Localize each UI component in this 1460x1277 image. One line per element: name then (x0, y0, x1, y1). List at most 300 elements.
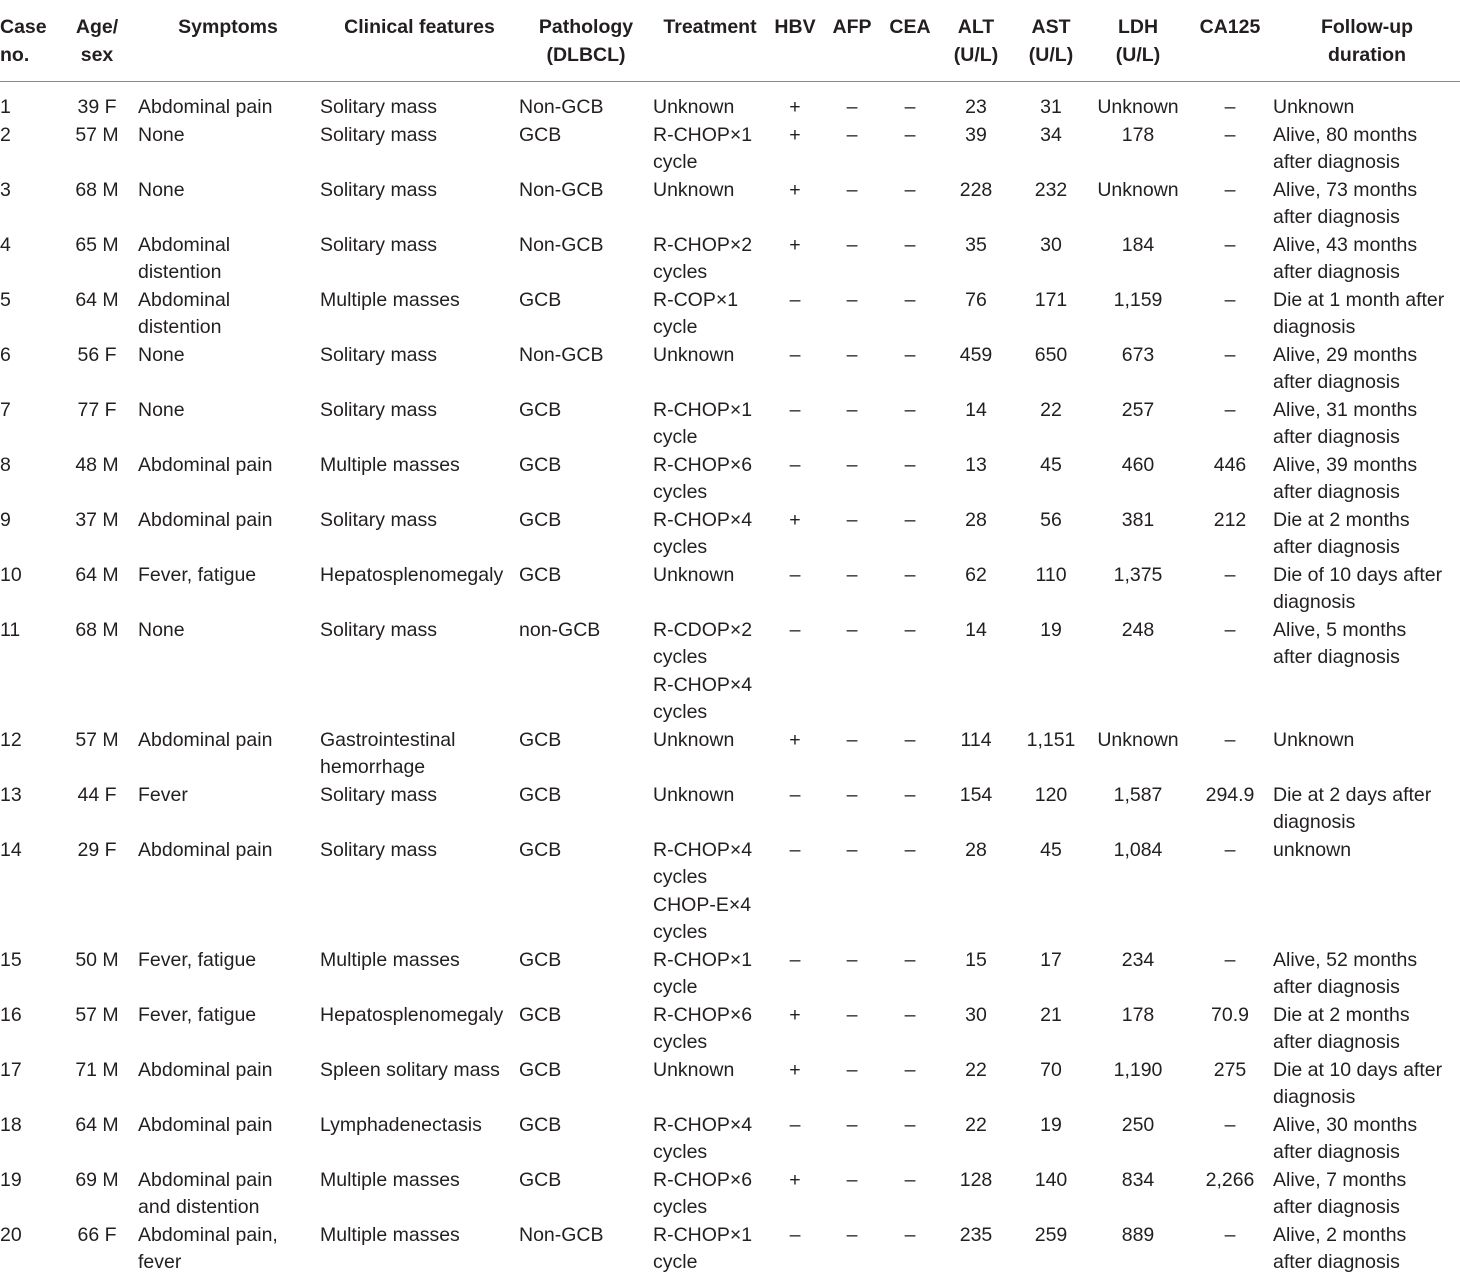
cell-cea: – (904, 838, 916, 861)
cell-case-no: 4 (0, 233, 11, 256)
cell-cea: – (904, 96, 916, 118)
cell-ldh: 460 (1121, 453, 1155, 476)
cell-cea: – (904, 343, 916, 366)
cell-case-no: 18 (0, 1113, 22, 1136)
cell-ca125: – (1224, 618, 1236, 641)
cell-ast: 17 (1040, 948, 1062, 971)
cell-clinical-features: Solitary mass (320, 838, 438, 861)
cell-afp: – (846, 1003, 858, 1026)
table-row (0, 1112, 1460, 1167)
cell-treatment: R-CHOP×6 cycles (653, 1168, 753, 1218)
cell-age-sex: 77 F (77, 398, 117, 421)
cell-clinical-features: Solitary mass (320, 398, 438, 421)
cell-age-sex: 56 F (77, 343, 117, 366)
cell-hbv: – (789, 1113, 801, 1136)
cell-ca125: – (1224, 1113, 1236, 1136)
cell-ast: 19 (1040, 618, 1062, 641)
cell-afp: – (846, 96, 858, 118)
cell-cea: – (904, 178, 916, 201)
cell-age-sex: 68 M (75, 618, 119, 641)
cell-treatment: Unknown (653, 783, 735, 806)
cell-ldh: 381 (1121, 508, 1155, 531)
cell-age-sex: 50 M (75, 948, 119, 971)
cell-follow-up: Alive, 80 months after diagnosis (1273, 123, 1418, 173)
cell-pathology: GCB (519, 123, 562, 146)
cell-afp: – (846, 618, 858, 641)
cell-pathology: GCB (519, 453, 562, 476)
cell-hbv: – (789, 453, 801, 476)
cell-afp: – (846, 728, 858, 751)
cell-age-sex: 64 M (75, 1113, 119, 1136)
cell-cea: – (904, 288, 916, 311)
cell-treatment: Unknown (653, 343, 735, 366)
cell-ast: 120 (1034, 783, 1068, 806)
header-row (0, 0, 1460, 82)
cell-alt: 15 (965, 948, 987, 971)
cell-afp: – (846, 343, 858, 366)
column-header-alt: ALT (U/L) (939, 0, 1013, 82)
cell-afp: – (846, 453, 858, 476)
column-header-clinical-features: Clinical features (320, 0, 519, 82)
cell-ast: 22 (1040, 398, 1062, 421)
cell-ca125: – (1224, 398, 1236, 421)
cell-ast: 45 (1040, 838, 1062, 861)
cell-case-no: 2 (0, 123, 11, 146)
cell-cea: – (904, 618, 916, 641)
cell-cea: – (904, 1003, 916, 1026)
cell-treatment: R-COP×1 cycle (653, 288, 739, 338)
cell-case-no: 20 (0, 1223, 22, 1246)
cell-clinical-features: Spleen solitary mass (320, 1058, 500, 1081)
cell-case-no: 11 (0, 618, 21, 641)
cell-ca125: – (1224, 1223, 1236, 1246)
cell-ldh: Unknown (1097, 728, 1179, 751)
cell-clinical-features: Gastrointestinal hemorrhage (320, 728, 456, 778)
cell-ldh: 184 (1121, 233, 1155, 256)
cell-afp: – (846, 233, 858, 256)
cell-ast: 232 (1034, 178, 1068, 201)
cell-cea: – (904, 563, 916, 586)
table-row (0, 837, 1460, 947)
cell-symptoms: None (138, 343, 185, 366)
cell-symptoms: Fever (138, 783, 188, 806)
cell-cea: – (904, 1168, 916, 1191)
table-row (0, 287, 1460, 342)
cell-ldh: Unknown (1097, 96, 1179, 118)
cell-treatment: Unknown (653, 96, 735, 118)
table-row (0, 232, 1460, 287)
cell-case-no: 7 (0, 398, 11, 421)
cell-follow-up: Unknown (1273, 96, 1355, 118)
cell-treatment: R-CDOP×2 cycles R-CHOP×4 cycles (653, 618, 753, 723)
table-row (0, 397, 1460, 452)
cell-clinical-features: Multiple masses (320, 1168, 460, 1191)
cell-alt: 39 (965, 123, 987, 146)
cell-pathology: Non-GCB (519, 96, 604, 118)
cell-hbv: – (789, 618, 801, 641)
cell-symptoms: Fever, fatigue (138, 948, 257, 971)
cell-treatment: R-CHOP×2 cycles (653, 233, 753, 283)
cell-age-sex: 71 M (75, 1058, 119, 1081)
cell-follow-up: Alive, 43 months after diagnosis (1273, 233, 1418, 283)
table-row (0, 617, 1460, 727)
table-row (0, 452, 1460, 507)
cell-age-sex: 29 F (77, 838, 117, 861)
table-row (0, 562, 1460, 617)
cell-ca125: – (1224, 123, 1236, 146)
cell-cea: – (904, 1058, 916, 1081)
cell-pathology: GCB (519, 398, 562, 421)
cell-symptoms: Abdominal distention (138, 233, 231, 283)
cell-age-sex: 57 M (75, 123, 119, 146)
cell-hbv: + (789, 1168, 801, 1191)
cell-treatment: Unknown (653, 563, 735, 586)
cell-afp: – (846, 178, 858, 201)
cell-alt: 154 (959, 783, 993, 806)
table-body (0, 82, 1460, 1277)
cell-ca125: – (1224, 563, 1236, 586)
cell-hbv: – (789, 288, 801, 311)
cell-pathology: GCB (519, 1058, 562, 1081)
cell-symptoms: Abdominal pain (138, 838, 273, 861)
table-row (0, 1057, 1460, 1112)
cell-treatment: R-CHOP×4 cycles (653, 508, 753, 558)
cell-ldh: 834 (1121, 1168, 1155, 1191)
cell-alt: 23 (965, 96, 987, 118)
cell-pathology: Non-GCB (519, 1223, 604, 1246)
cell-clinical-features: Solitary mass (320, 178, 438, 201)
cell-pathology: Non-GCB (519, 233, 604, 256)
cell-symptoms: Abdominal pain (138, 508, 273, 531)
cell-pathology: GCB (519, 948, 562, 971)
cell-ast: 259 (1034, 1223, 1068, 1246)
cell-afp: – (846, 838, 858, 861)
cell-cea: – (904, 728, 916, 751)
cell-treatment: R-CHOP×6 cycles (653, 1003, 753, 1053)
cell-alt: 114 (960, 728, 992, 751)
table-row (0, 947, 1460, 1002)
column-header-hbv: HBV (767, 0, 823, 82)
cell-age-sex: 68 M (75, 178, 119, 201)
cell-age-sex: 57 M (75, 1003, 119, 1026)
cell-ast: 19 (1040, 1113, 1062, 1136)
cell-treatment: R-CHOP×1 cycle (653, 398, 753, 448)
cell-ldh: 178 (1121, 123, 1155, 146)
cell-pathology: GCB (519, 508, 562, 531)
cell-ast: 1,151 (1026, 728, 1076, 751)
cell-ca125: – (1224, 178, 1236, 201)
cell-afp: – (846, 1058, 858, 1081)
cell-hbv: + (789, 123, 801, 146)
cell-pathology: GCB (519, 1113, 562, 1136)
cell-age-sex: 44 F (77, 783, 117, 806)
cell-clinical-features: Solitary mass (320, 96, 438, 118)
column-header-follow-up: Follow-up duration (1273, 0, 1460, 82)
cell-cea: – (904, 453, 916, 476)
cell-clinical-features: Multiple masses (320, 288, 460, 311)
cell-clinical-features: Lymphadenectasis (320, 1113, 482, 1136)
cell-hbv: – (789, 948, 801, 971)
cell-clinical-features: Solitary mass (320, 783, 438, 806)
column-header-case-no: Case no. (0, 0, 58, 82)
cell-ldh: 257 (1121, 398, 1155, 421)
cell-ca125: 294.9 (1205, 783, 1255, 806)
cell-alt: 22 (965, 1058, 987, 1081)
cell-clinical-features: Hepatosplenomegaly (320, 1003, 504, 1026)
cell-ca125: – (1224, 838, 1236, 861)
cell-age-sex: 64 M (75, 288, 119, 311)
cell-afp: – (846, 288, 858, 311)
cell-age-sex: 64 M (75, 563, 119, 586)
cell-clinical-features: Multiple masses (320, 453, 460, 476)
cell-clinical-features: Solitary mass (320, 233, 438, 256)
cell-hbv: + (789, 508, 801, 531)
cell-follow-up: Die at 2 days after diagnosis (1273, 783, 1432, 833)
cell-symptoms: Abdominal pain, fever (138, 1223, 278, 1273)
cell-age-sex: 69 M (75, 1168, 119, 1191)
cell-hbv: – (789, 343, 801, 366)
cell-alt: 228 (959, 178, 993, 201)
column-header-ca125: CA125 (1187, 0, 1273, 82)
cell-ldh: 673 (1121, 343, 1155, 366)
cell-follow-up: Die at 10 days after diagnosis (1273, 1058, 1443, 1108)
cell-clinical-features: Solitary mass (320, 123, 438, 146)
table-row (0, 1002, 1460, 1057)
cell-symptoms: Fever, fatigue (138, 563, 257, 586)
cell-ca125: 275 (1213, 1058, 1247, 1081)
cell-follow-up: unknown (1273, 838, 1352, 861)
cell-symptoms: Abdominal pain (138, 1113, 273, 1136)
cell-treatment: R-CHOP×1 cycle (653, 1223, 753, 1273)
cell-symptoms: None (138, 618, 185, 641)
cell-clinical-features: Multiple masses (320, 1223, 460, 1246)
table-row (0, 782, 1460, 837)
cell-alt: 76 (965, 288, 987, 311)
cell-hbv: – (789, 563, 801, 586)
cell-ast: 140 (1034, 1168, 1068, 1191)
cell-ca125: – (1224, 343, 1236, 366)
cell-age-sex: 39 F (77, 96, 117, 118)
cell-hbv: + (789, 178, 801, 201)
cell-symptoms: Abdominal pain and distention (138, 1168, 273, 1218)
cell-follow-up: Die at 1 month after diagnosis (1273, 288, 1445, 338)
cell-symptoms: Abdominal distention (138, 288, 231, 338)
cell-follow-up: Unknown (1273, 728, 1355, 751)
cell-cea: – (904, 948, 916, 971)
cell-case-no: 9 (0, 508, 11, 531)
cell-ast: 21 (1040, 1003, 1062, 1026)
cell-ast: 31 (1040, 96, 1062, 118)
cell-hbv: – (789, 1223, 801, 1246)
cell-symptoms: Abdominal pain (138, 728, 273, 751)
cell-follow-up: Alive, 29 months after diagnosis (1273, 343, 1418, 393)
cell-ast: 171 (1034, 288, 1068, 311)
cell-afp: – (846, 123, 858, 146)
cell-afp: – (846, 508, 858, 531)
cell-ldh: 250 (1121, 1113, 1155, 1136)
cell-case-no: 13 (0, 783, 22, 806)
cell-case-no: 19 (0, 1168, 22, 1191)
cell-pathology: GCB (519, 1168, 562, 1191)
cell-follow-up: Alive, 5 months after diagnosis (1273, 618, 1407, 668)
table-row (0, 122, 1460, 177)
cell-clinical-features: Solitary mass (320, 343, 438, 366)
cell-treatment: R-CHOP×4 cycles (653, 1113, 753, 1163)
cell-case-no: 15 (0, 948, 22, 971)
cell-ca125: – (1224, 948, 1236, 971)
cell-ca125: – (1224, 728, 1236, 751)
column-header-ldh: LDH (U/L) (1089, 0, 1187, 82)
cell-alt: 30 (965, 1003, 987, 1026)
column-header-treatment: Treatment (653, 0, 767, 82)
cell-treatment: Unknown (653, 178, 735, 201)
cell-afp: – (846, 563, 858, 586)
cell-symptoms: Fever, fatigue (138, 1003, 257, 1026)
cell-clinical-features: Solitary mass (320, 508, 438, 531)
cell-hbv: + (789, 1003, 801, 1026)
cell-clinical-features: Solitary mass (320, 618, 438, 641)
cell-cea: – (904, 233, 916, 256)
cell-afp: – (846, 948, 858, 971)
cell-symptoms: Abdominal pain (138, 1058, 273, 1081)
cell-hbv: + (789, 728, 801, 751)
cell-pathology: GCB (519, 728, 562, 751)
cell-case-no: 1 (0, 96, 11, 118)
cell-ast: 650 (1034, 343, 1068, 366)
column-header-pathology: Pathology (DLBCL) (519, 0, 653, 82)
cell-alt: 14 (965, 398, 987, 421)
cell-case-no: 8 (0, 453, 11, 476)
cell-treatment: R-CHOP×1 cycle (653, 123, 753, 173)
cell-ldh: 1,587 (1113, 783, 1163, 806)
cell-pathology: GCB (519, 1003, 562, 1026)
cell-treatment: Unknown (653, 1058, 735, 1081)
cell-ldh: 248 (1121, 618, 1155, 641)
cell-ast: 30 (1040, 233, 1062, 256)
cell-follow-up: Alive, 39 months after diagnosis (1273, 453, 1418, 503)
column-header-symptoms: Symptoms (136, 0, 320, 82)
column-header-ast: AST (U/L) (1013, 0, 1089, 82)
cell-hbv: – (789, 398, 801, 421)
cell-alt: 28 (965, 508, 987, 531)
table-row (0, 177, 1460, 232)
cell-case-no: 17 (0, 1058, 22, 1081)
cell-ldh: 1,190 (1113, 1058, 1163, 1081)
cell-pathology: GCB (519, 783, 562, 806)
cell-ca125: – (1224, 233, 1236, 256)
cell-alt: 128 (959, 1168, 993, 1191)
cell-ast: 34 (1040, 123, 1062, 146)
cell-alt: 28 (965, 838, 987, 861)
cell-ca125: 212 (1213, 508, 1247, 531)
cell-follow-up: Alive, 31 months after diagnosis (1273, 398, 1418, 448)
cell-age-sex: 65 M (75, 233, 119, 256)
cell-pathology: Non-GCB (519, 178, 604, 201)
cell-case-no: 16 (0, 1003, 22, 1026)
cell-case-no: 10 (0, 563, 22, 586)
cell-afp: – (846, 1168, 858, 1191)
cell-ldh: 234 (1121, 948, 1155, 971)
cell-hbv: + (789, 1058, 801, 1081)
cell-cea: – (904, 1223, 916, 1246)
cell-age-sex: 57 M (75, 728, 119, 751)
cell-age-sex: 66 F (77, 1223, 117, 1246)
cell-cea: – (904, 1113, 916, 1136)
cell-ldh: 889 (1121, 1223, 1155, 1246)
cell-treatment: R-CHOP×4 cycles CHOP-E×4 cycles (653, 838, 753, 943)
cell-ldh: Unknown (1097, 178, 1179, 201)
cell-treatment: Unknown (653, 728, 735, 751)
cell-symptoms: None (138, 178, 185, 201)
cell-afp: – (846, 1113, 858, 1136)
cell-ldh: 178 (1121, 1003, 1155, 1026)
cell-symptoms: None (138, 123, 185, 146)
cell-cea: – (904, 123, 916, 146)
cell-hbv: + (789, 233, 801, 256)
table-row (0, 1167, 1460, 1222)
cell-hbv: – (789, 783, 801, 806)
cell-follow-up: Alive, 7 months after diagnosis (1273, 1168, 1407, 1218)
cell-alt: 14 (965, 618, 987, 641)
table-row (0, 507, 1460, 562)
cell-pathology: GCB (519, 288, 562, 311)
cell-follow-up: Alive, 30 months after diagnosis (1273, 1113, 1418, 1163)
cell-ast: 56 (1040, 508, 1062, 531)
cell-ast: 70 (1040, 1058, 1062, 1081)
cell-pathology: non-GCB (519, 618, 601, 641)
cell-follow-up: Die of 10 days after diagnosis (1273, 563, 1443, 613)
cell-cea: – (904, 398, 916, 421)
cell-age-sex: 37 M (75, 508, 119, 531)
table-row (0, 82, 1460, 122)
cell-afp: – (846, 398, 858, 421)
cell-ca125: 2,266 (1205, 1168, 1255, 1191)
cell-case-no: 14 (0, 838, 22, 861)
cell-cea: – (904, 783, 916, 806)
table-row (0, 1222, 1460, 1277)
cell-age-sex: 48 M (75, 453, 119, 476)
cell-ca125: – (1224, 96, 1236, 118)
cell-pathology: Non-GCB (519, 343, 604, 366)
cell-hbv: + (789, 96, 801, 118)
cell-follow-up: Die at 2 months after diagnosis (1273, 1003, 1410, 1053)
cell-symptoms: Abdominal pain (138, 96, 273, 118)
cell-treatment: R-CHOP×6 cycles (653, 453, 753, 503)
column-header-cea: CEA (881, 0, 939, 82)
cell-ca125: – (1224, 288, 1236, 311)
cell-alt: 235 (959, 1223, 993, 1246)
table-row (0, 727, 1460, 782)
cell-case-no: 3 (0, 178, 11, 201)
cell-case-no: 12 (0, 728, 22, 751)
cell-treatment: R-CHOP×1 cycle (653, 948, 753, 998)
cell-symptoms: Abdominal pain (138, 453, 273, 476)
cell-ca125: 446 (1213, 453, 1247, 476)
cell-follow-up: Alive, 73 months after diagnosis (1273, 178, 1418, 228)
cell-alt: 35 (965, 233, 987, 256)
cell-symptoms: None (138, 398, 185, 421)
cell-ca125: 70.9 (1211, 1003, 1249, 1026)
cell-afp: – (846, 1223, 858, 1246)
cell-alt: 62 (965, 563, 987, 586)
cell-clinical-features: Multiple masses (320, 948, 460, 971)
cell-afp: – (846, 783, 858, 806)
cell-ast: 45 (1040, 453, 1062, 476)
column-header-afp: AFP (823, 0, 881, 82)
cell-ast: 110 (1035, 563, 1067, 586)
cell-follow-up: Die at 2 months after diagnosis (1273, 508, 1410, 558)
table-row (0, 342, 1460, 397)
